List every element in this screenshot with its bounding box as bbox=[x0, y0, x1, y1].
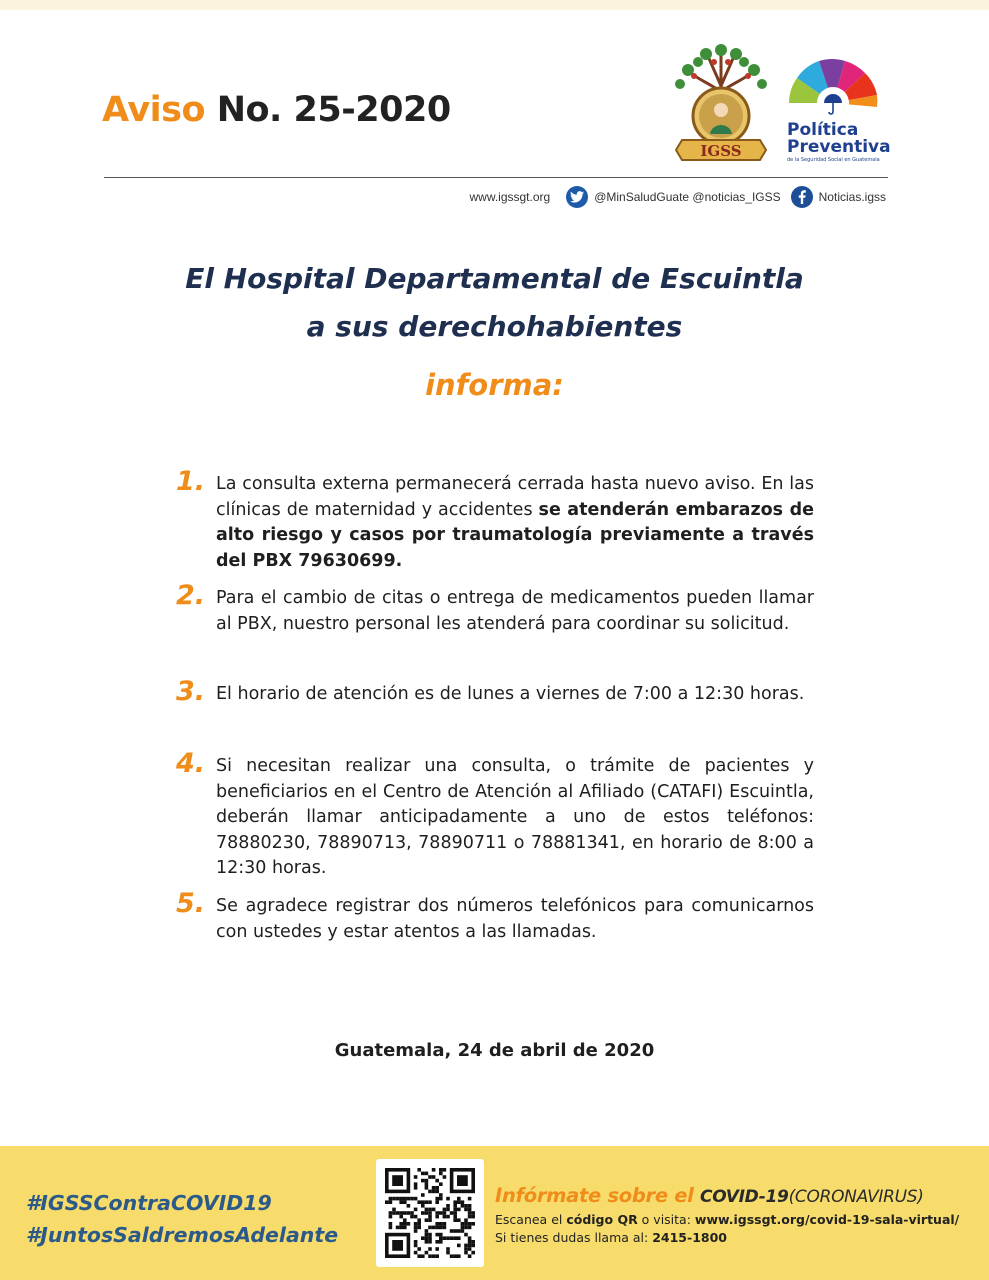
scan-line bbox=[495, 1211, 959, 1229]
hashtag-juntos[interactable]: #JuntosSaldremosAdelante bbox=[26, 1223, 339, 1247]
info-covid-text: COVID-19 bbox=[700, 1187, 789, 1207]
item-text: Para el cambio de citas o entrega de medicamentos pueden llamar al PBX, nuestro personal les atenderá para coordinar su solicitud. bbox=[216, 588, 814, 634]
notice-date: Guatemala, 24 de abril de 2020 bbox=[334, 1040, 655, 1061]
pp-logo-sub: de la Seguridad Social en Guatemala bbox=[787, 157, 880, 163]
notice-number: No. 25-2020 bbox=[216, 90, 451, 130]
info-title-text: Infórmate sobre el bbox=[495, 1184, 701, 1207]
hashtags bbox=[26, 1187, 338, 1251]
item-text-plain: La consulta externa permanecerá cerrada hasta nuevo aviso. En las clínicas de maternidad y accidentes bbox=[216, 474, 814, 520]
notice-word: Aviso bbox=[102, 90, 206, 130]
dudas-phone: 2415-1800 bbox=[652, 1230, 727, 1245]
scan-bold: código QR bbox=[566, 1212, 638, 1227]
igss-logo bbox=[668, 44, 774, 168]
pp-logo-line1: Política bbox=[787, 120, 859, 140]
twitter-icon[interactable] bbox=[566, 186, 588, 208]
qr-code-image bbox=[376, 1159, 484, 1267]
hashtag-igss[interactable]: #IGSSContraCOVID19 bbox=[26, 1191, 272, 1215]
pp-logo-line2: Preventiva bbox=[787, 137, 891, 157]
social-bar bbox=[469, 186, 886, 208]
item-text: Si necesitan realizar una consulta, o trámite de pacientes y beneficiarios en el Centro de Atención al Afiliado (CATAFI) Escuintla, deberán llamar anticipadamente a uno de estos teléfonos: 78880230, 78890713, 78890711 o 78881341, en horario de 8:00 a 12:30 horas. bbox=[216, 756, 814, 878]
covid-info-title bbox=[495, 1184, 959, 1207]
header-divider bbox=[104, 177, 888, 178]
facebook-icon[interactable] bbox=[791, 186, 813, 208]
scan-prefix: Escanea el bbox=[495, 1212, 567, 1227]
item-number: 4. bbox=[176, 748, 206, 779]
footer-banner bbox=[0, 1146, 989, 1280]
politica-preventiva-logo bbox=[781, 55, 891, 163]
item-number: 2. bbox=[176, 580, 206, 611]
item-number: 5. bbox=[176, 888, 206, 919]
item-text bbox=[216, 472, 814, 574]
sala-virtual-link[interactable]: www.igssgt.org/covid-19-sala-virtual/ bbox=[694, 1212, 960, 1227]
covid-info bbox=[495, 1184, 959, 1247]
title-line-1: El Hospital Departamental de Escuintla bbox=[185, 262, 804, 295]
title-informa: informa: bbox=[425, 368, 564, 402]
top-strip bbox=[0, 0, 989, 10]
scan-mid: o visita: bbox=[637, 1212, 695, 1227]
twitter-handles[interactable]: @MinSaludGuate @noticias_IGSS bbox=[594, 190, 781, 204]
title-line-2: a sus derechohabientes bbox=[306, 310, 683, 343]
igss-logo-text: IGSS bbox=[700, 142, 742, 160]
item-number: 3. bbox=[176, 676, 206, 707]
item-number: 1. bbox=[176, 466, 206, 497]
website-link[interactable]: www.igssgt.org bbox=[469, 190, 551, 204]
info-corona-text: (CORONAVIRUS) bbox=[788, 1187, 924, 1207]
notice-heading bbox=[102, 90, 451, 130]
item-text-bold: se atenderán embarazos de alto riesgo y casos por traumatología previamente a través del PBX 79630699. bbox=[216, 499, 814, 571]
item-text: El horario de atención es de lunes a viernes de 7:00 a 12:30 horas. bbox=[216, 684, 805, 704]
facebook-handle[interactable]: Noticias.igss bbox=[818, 190, 886, 204]
qr-code[interactable] bbox=[376, 1159, 484, 1267]
dudas-prefix: Si tienes dudas llama al: bbox=[495, 1230, 653, 1245]
dudas-line bbox=[495, 1229, 959, 1247]
item-text: Se agradece registrar dos números telefónicos para comunicarnos con ustedes y estar atentos a las llamadas. bbox=[216, 896, 814, 942]
